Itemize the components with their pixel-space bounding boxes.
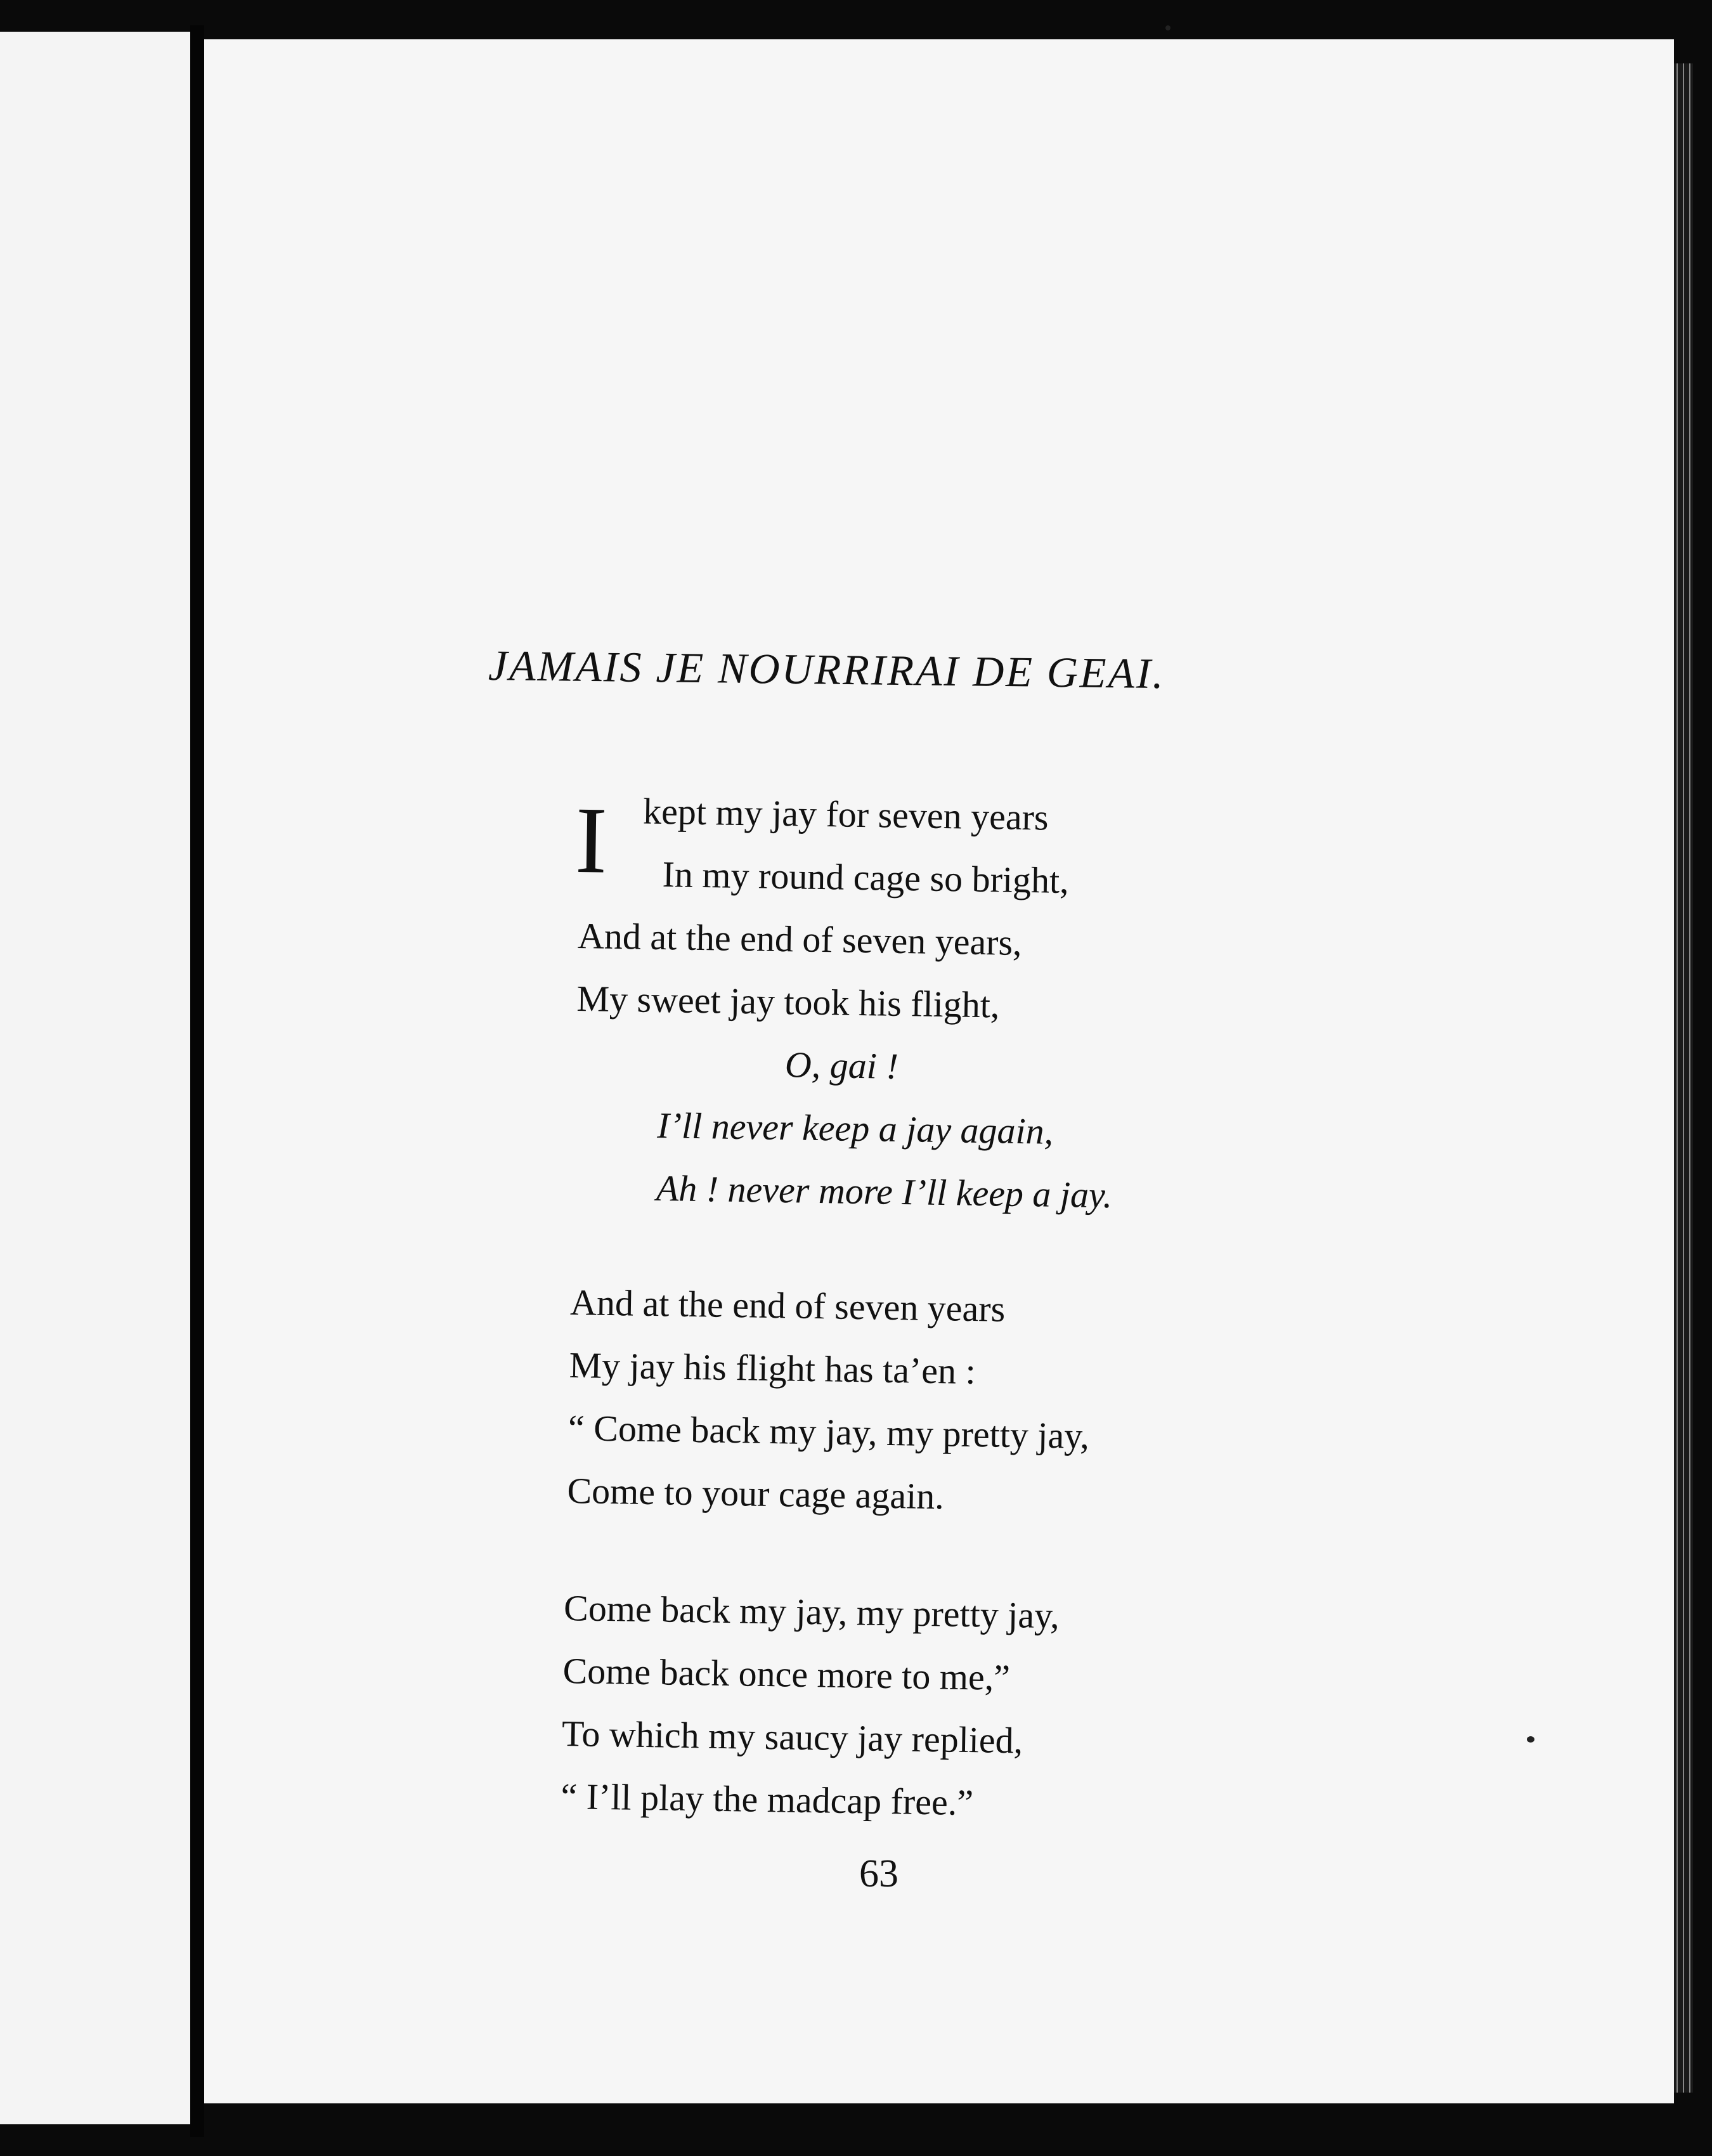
speck-mark (1527, 1736, 1534, 1743)
poem-line: Come back my jay, my pretty jay, (563, 1587, 1060, 1637)
speck-mark (1165, 25, 1171, 30)
poem-line: And at the end of seven years (569, 1281, 1006, 1330)
poem-line: My jay his flight has ta’en : (569, 1344, 976, 1393)
poem-line: Come back once more to me,” (562, 1649, 1011, 1699)
page-edges (1674, 63, 1693, 2093)
poem-line: “ I’ll play the madcap free.” (561, 1775, 974, 1824)
refrain-line: I’ll never keep a jay again, (656, 1104, 1054, 1152)
poem-line: And at the end of seven years, (577, 914, 1023, 963)
poem-line: “ Come back my jay, my pretty jay, (567, 1406, 1090, 1457)
poem-line: Come to your cage again. (567, 1469, 945, 1517)
poem-title: JAMAIS JE NOURRIRAI DE GEAI. (488, 641, 1166, 698)
poem-line: In my round cage so bright, (662, 854, 1070, 902)
refrain-line: Ah ! never more I’ll keep a jay. (656, 1167, 1113, 1216)
refrain-line: O, gai ! (784, 1044, 899, 1087)
poem-line: To which my saucy jay replied, (561, 1712, 1023, 1762)
drop-cap: I (574, 787, 608, 893)
facing-page (0, 32, 193, 2124)
poem-line: kept my jay for seven years (642, 790, 1049, 838)
stanza-2 (567, 1271, 1092, 1530)
book-gutter (190, 25, 204, 2137)
stanza-3 (561, 1576, 1060, 1835)
stanza-1 (573, 779, 1119, 1226)
page-number: 63 (859, 1852, 898, 1895)
poem-line: My sweet jay took his flight, (576, 977, 1000, 1026)
